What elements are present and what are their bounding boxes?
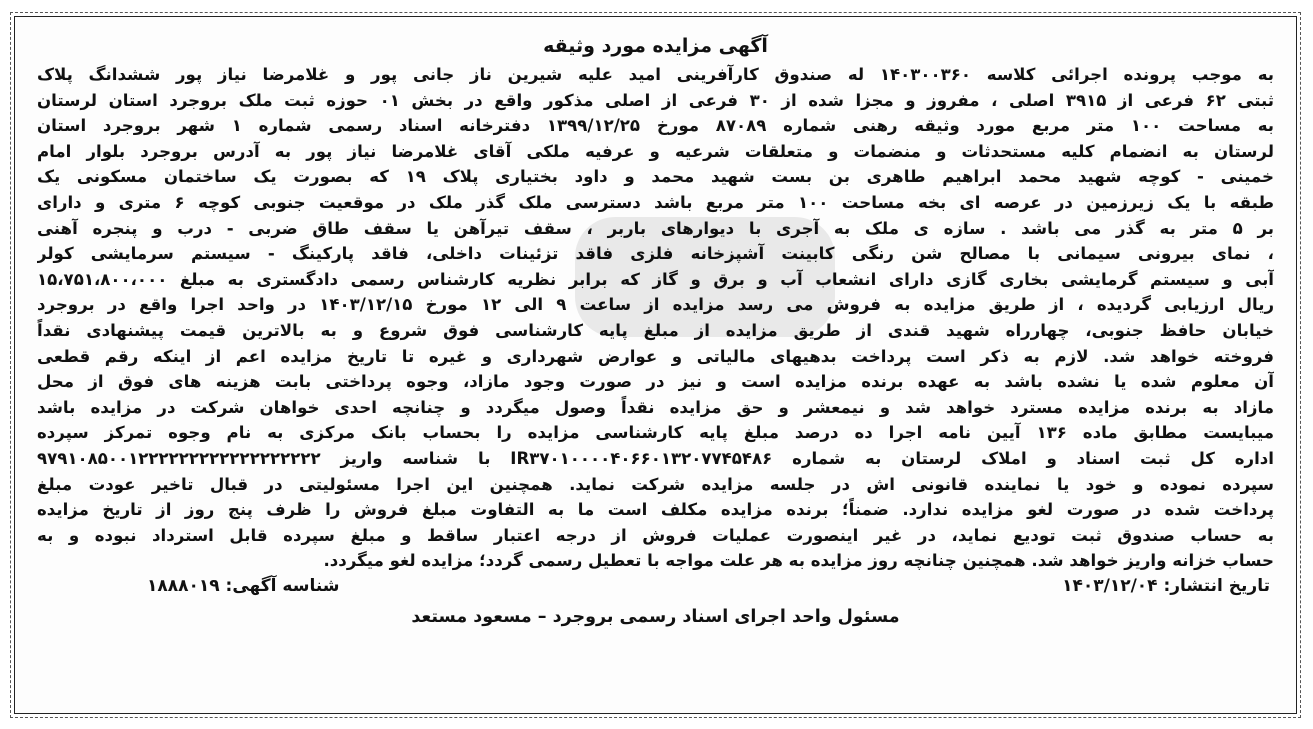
body-line: سپرده نموده و خود یا نماینده قانونی اش در جلسه مزایده شرکت نماید. همچنین این اجرا مسئولیتی در قبال تاخیر عودت مبلغ bbox=[37, 474, 1274, 494]
body-line: ریال ارزیابی گردیده ، از طریق مزایده به فروش می رسد مزایده از ساعت ۹ الی ۱۲ مورخ ۱۴۰۳/۱۲/۱۵ در واحد اجرا واقع در بروجرد bbox=[37, 295, 1274, 315]
notice-document bbox=[15, 34, 1296, 630]
body-line: آن معلوم شده یا نشده باشد به عهده برنده مزایده است و نیز در صورت وجود مازاد، وجوه پرداختی بابت هزینه های فوق از محل bbox=[37, 372, 1274, 392]
body-line: خیابان حافظ جنوبی، چهارراه شهید قندی از طریق مزایده از مبلغ پایه کارشناسی فوق شروع و به بالاترین قیمت پیشنهادی نقداً bbox=[37, 320, 1274, 340]
notice-frame bbox=[14, 16, 1297, 714]
body-line: ، نمای بیرونی سیمانی با مصالح شن رنگی کابینت آشپزخانه فلزی فاقد تزئینات داخلی، فاقد پارکینگ - سیستم سرمایشی کولر bbox=[37, 244, 1274, 264]
body-line: مازاد به برنده مزایده مسترد خواهد شد و نیمعشر و حق مزایده نقداً وصول میگردد و چنانچه احدی خواهان شرکت در مزایده باشد bbox=[37, 397, 1274, 417]
body-line: به حساب صندوق ثبت تودیع نماید، در غیر اینصورت عملیات فروش از درجه اعتبار ساقط و مبلغ سپرده قابل استرداد نبوده و به bbox=[37, 525, 1274, 545]
body-line: فروخته خواهد شد. لازم به ذکر است پرداخت بدهیهای مالیاتی و عوارض شهرداری و غیره تا تاریخ مزایده اعم از اینکه رقم قطعی bbox=[37, 346, 1274, 366]
notice-title: آگهی مزایده مورد وثیقه bbox=[543, 35, 768, 57]
body-line: پرداخت شده در صورت لغو مزایده ندارد. ضمناً؛ برنده مزایده مکلف است ما به التفاوت مبلغ فروش را ظرف پنج روز از تاریخ مزایده bbox=[37, 500, 1274, 520]
publish-date: تاریخ انتشار: ۱۴۰۳/۱۲/۰۴ bbox=[1062, 575, 1270, 596]
body-line: اداره کل ثبت اسناد و املاک لرستان به شماره IR۳۷۰۱۰۰۰۰۴۰۶۶۰۱۳۲۰۷۷۴۵۴۸۶ با شناسه واریز ۹۷۹۱۰۸۵۰۰۱۲۲۲۲۲۲۲۲۲۲۲۲۲۲۲۲۲۲ bbox=[37, 448, 1274, 468]
body-line: به مساحت ۱۰۰ متر مربع مورد وثیقه رهنی شماره ۸۷۰۸۹ مورخ ۱۳۹۹/۱۲/۲۵ دفترخانه اسناد رسمی شماره ۱ شهر بروجرد استان bbox=[37, 116, 1274, 136]
notice-id: شناسه آگهی: ۱۸۸۸۰۱۹ bbox=[147, 575, 340, 596]
body-line: به موجب پرونده اجرائی کلاسه ۱۴۰۳۰۰۳۶۰ له صندوق کارآفرینی امید علیه شیرین ناز جانی پور و غلامرضا نیاز پور ششدانگ پلاک bbox=[37, 65, 1274, 84]
notice-body bbox=[37, 62, 1274, 574]
notice-meta-row bbox=[37, 574, 1274, 598]
signature: مسئول واحد اجرای اسناد رسمی بروجرد – مسعود مستعد bbox=[411, 606, 900, 627]
body-line: خمینی - کوچه شهید محمد ابراهیم طاهری بن بست شهید محمد و داود بختیاری پلاک ۱۹ که بصورت یک ساختمان مسکونی یک bbox=[37, 167, 1274, 187]
body-line: ثبتی ۶۲ فرعی از ۳۹۱۵ اصلی ، مفروز و مجزا شده از ۳۰ فرعی از اصلی مذکور واقع در بخش ۰۱ حوزه ثبت ملک بروجرد استان لرستان bbox=[37, 90, 1274, 110]
body-line: آبی و سیستم گرمایشی بخاری گازی دارای انشعاب آب و برق و گاز که برابر نظریه کارشناس رسمی دادگستری به مبلغ ۱۵،۷۵۱،۸۰۰،۰۰۰ bbox=[37, 269, 1274, 289]
body-line: لرستان به انضمام کلیه مستحدثات و منضمات و متعلقات شرعیه و عرفیه ملکی آقای غلامرضا نیاز پور به آدرس بروجرد بلوار امام bbox=[37, 141, 1274, 161]
body-line: بر ۵ متر به گذر می باشد . سازه ی ملک به آجری با دیوارهای باربر ، سقف تیرآهن یا سقف طاق ضربی - درب و پنجره آهنی bbox=[37, 218, 1274, 238]
body-line: میبایست مطابق ماده ۱۳۶ آیین نامه اجرا ده درصد مبلغ پایه کارشناسی مزایده را بحساب بانک مرکزی به نام وجوه تمرکز سپرده bbox=[37, 423, 1274, 443]
body-line: حساب خزانه واریز خواهد شد. همچنین چنانچه روز مزایده به هر علت مواجه با تعطیل رسمی گردد؛ مزایده لغو میگردد. bbox=[323, 551, 1274, 571]
body-line: طبقه با یک زیرزمین در عرصه ای بخه مساحت ۱۰۰ متر مربع باشد دسترسی ملک گذر ملک در موقعیت جنوبی کوچه ۶ متری و دارای bbox=[37, 192, 1274, 212]
